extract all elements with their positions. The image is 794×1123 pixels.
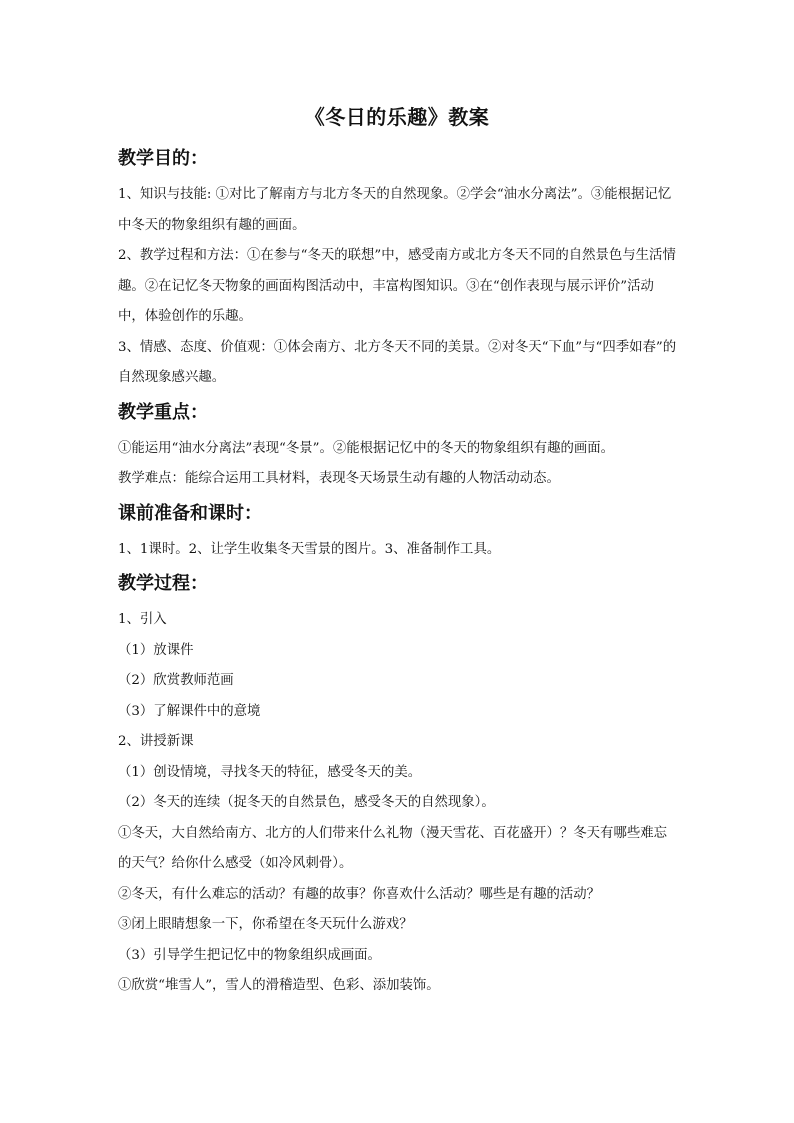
objectives-heading: 教学目的： [118,148,208,169]
process-heading: 教学过程： [118,573,208,594]
process-item: ①欣赏“堆雪人”，雪人的滑稽造型、色彩、添加装饰。 [118,978,440,993]
objectives-item: 3、情感、态度、价值观：①体会南方、北方冬天不同的美景。②对冬天“下血”与“四季如春”的自然现象感兴趣。 [118,339,677,385]
process-item: ①冬天，大自然给南方、北方的人们带来什么礼物（漫天雪花、百花盛开）？冬天有哪些难忘的天气？给你什么感受（如冷风刺骨）。 [118,825,668,871]
preparation-item: 1、1课时。2、让学生收集冬天雪景的图片。3、准备制作工具。 [118,541,501,557]
document-title: 《冬日的乐趣》教案 [304,105,490,129]
process-item: （2）欣赏教师范画 [118,673,234,688]
process-item: （1）放课件 [118,642,194,658]
process-item: ②冬天，有什么难忘的活动？有趣的故事？你喜欢什么活动？哪些是有趣的活动？ [118,886,601,902]
process-item: （3）了解课件中的意境 [118,703,261,719]
difficulty-item: 教学难点：能综合运用工具材料，表现冬天场景生动有趣的人物活动动态。 [118,471,560,486]
process-item: 2、讲授新课 [118,734,194,749]
key-points-heading: 教学重点： [118,401,208,423]
objectives-item: 1、知识与技能: ①对比了解南方与北方冬天的自然现象。②学会“油水分离法”。③能根据记忆中冬天的物象组织有趣的画面。 [118,187,672,233]
objectives-item: 2、教学过程和方法：①在参与“冬天的联想”中，感受南方或北方冬天不同的自然景色与生活情趣。②在记忆冬天物象的画面构图活动中，丰富构图知识。③在“创作表现与展示评价”活动中，体验创作的乐趣。 [118,248,676,324]
process-item: （3）引导学生把记忆中的物象组织成画面。 [118,947,381,963]
document-body [118,144,678,1002]
key-points-item: ①能运用“油水分离法”表现“冬景”。②能根据记忆中的冬天的物象组织有趣的画面。 [118,440,615,456]
process-item: （2）冬天的连续（捉冬天的自然景色，感受冬天的自然现象）。 [118,795,495,810]
preparation-heading: 课前准备和课时： [118,502,262,524]
process-item: ③闭上眼睛想象一下，你希望在冬天玩什么游戏？ [118,917,413,932]
process-item: 1、引入 [118,612,167,627]
process-item: （1）创设情境，寻找冬天的特征，感受冬天的美。 [118,764,422,780]
